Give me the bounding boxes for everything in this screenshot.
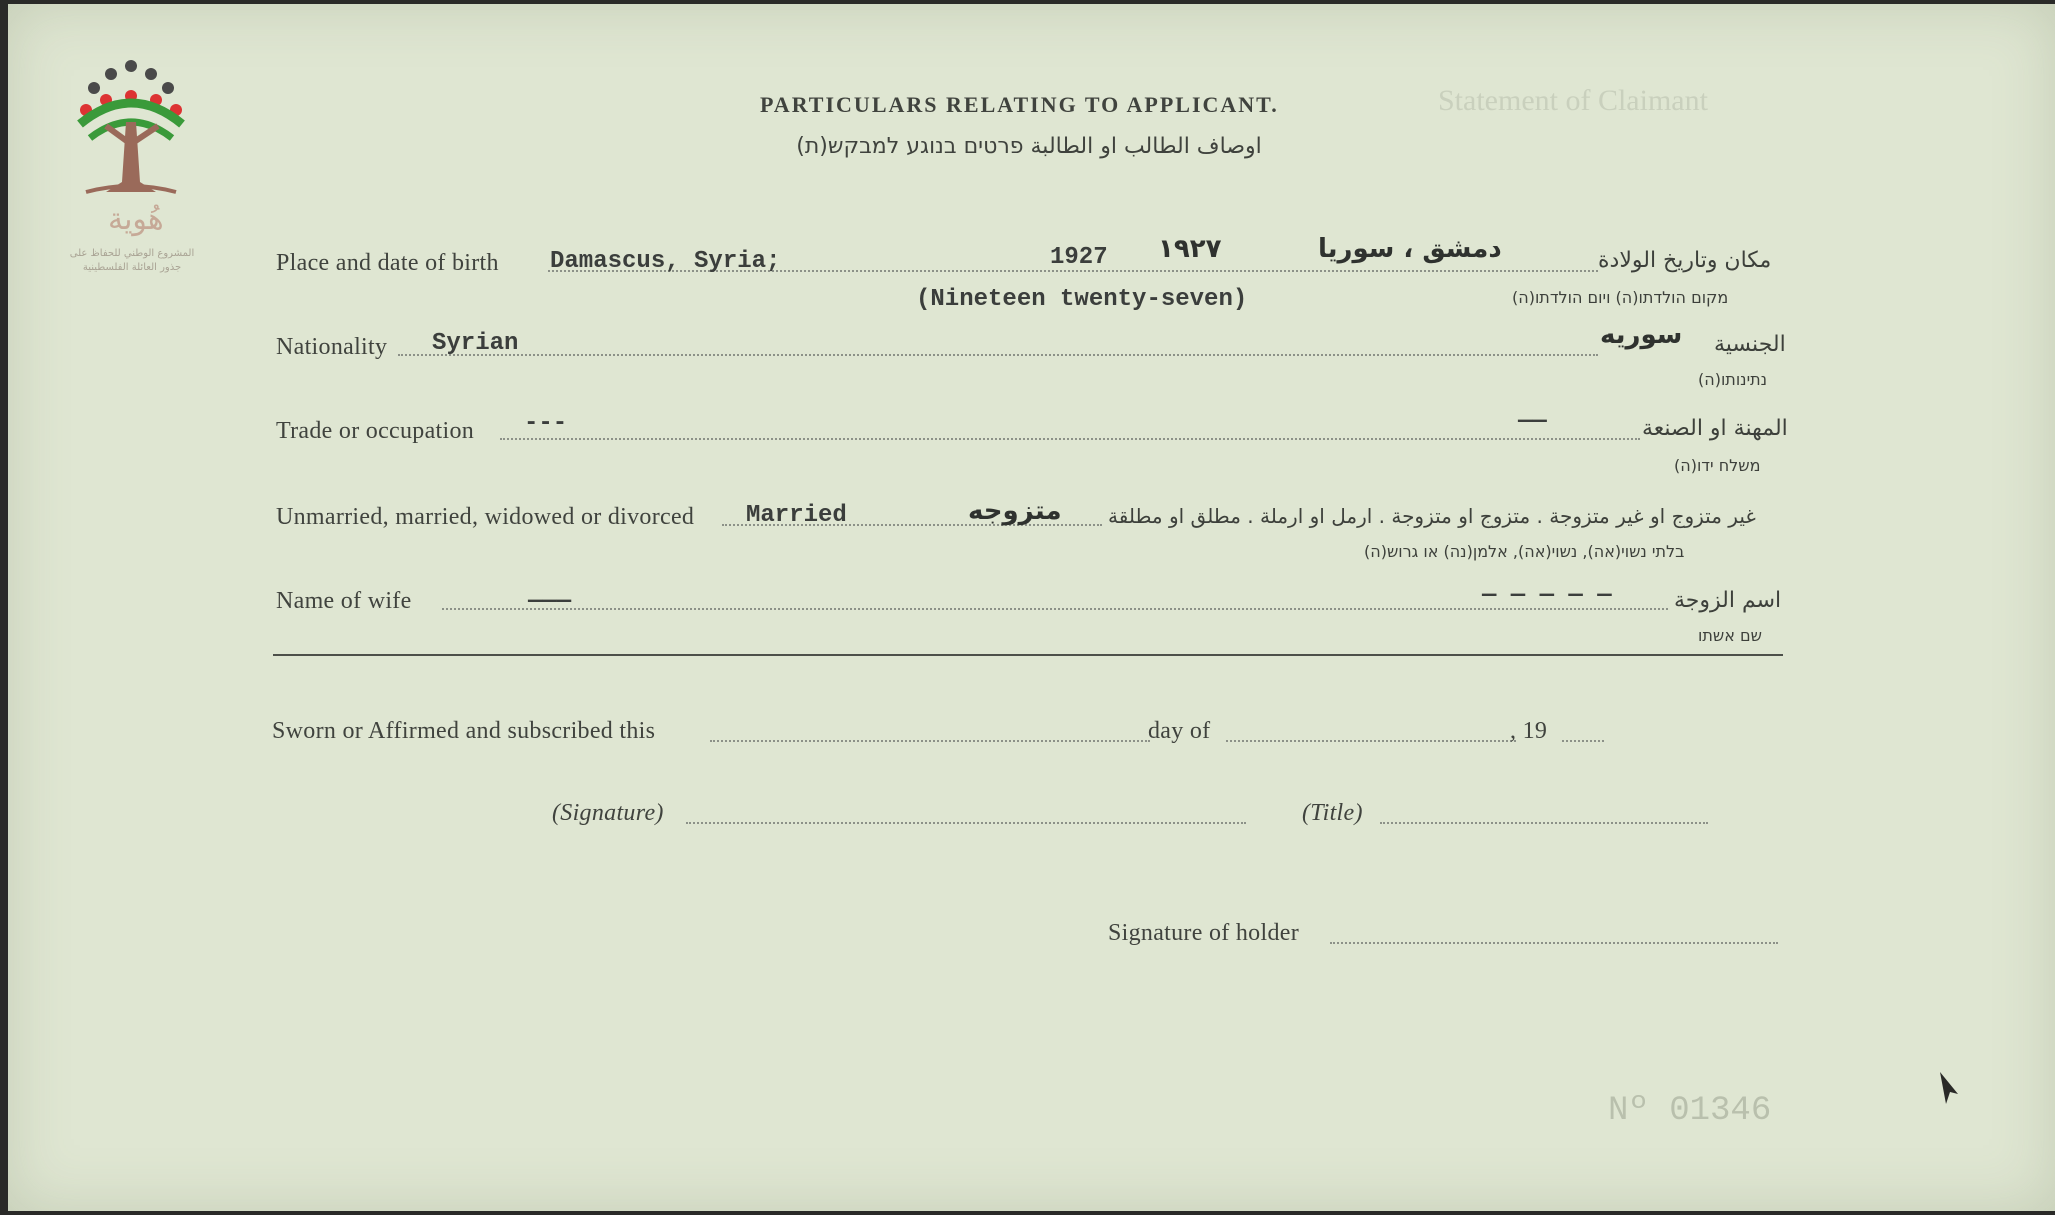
- birth-year-arabic: ١٩٢٧: [1158, 234, 1222, 264]
- serial-number: Nº 01346: [1608, 1092, 1772, 1130]
- nationality-label: Nationality: [276, 334, 388, 360]
- trade-label-arabic: المهنة او الصنعة: [1642, 416, 1788, 441]
- sworn-year-dotted-line: [1562, 740, 1604, 742]
- holder-signature-label: Signature of holder: [1108, 920, 1299, 946]
- logo-arabic-name: هُوية: [108, 202, 164, 237]
- holder-signature-dotted-line: [1330, 942, 1778, 944]
- family-tree-icon: [66, 52, 196, 202]
- sworn-day-dotted-line: [710, 740, 1150, 742]
- trade-value-right: ——: [1518, 408, 1547, 435]
- sworn-day-label: day of: [1148, 718, 1211, 744]
- title-dotted-line: [1380, 822, 1708, 824]
- marital-label-arabic: غير متزوج او غير متزوجة . متزوج او متزوجة . ارمل او ارملة . مطلق او مطلقة: [1108, 504, 1756, 528]
- marital-value-arabic: متزوجه: [968, 496, 1062, 526]
- sworn-year-prefix: , 19: [1510, 718, 1548, 744]
- wife-label-arabic: اسم الزوجة: [1674, 588, 1782, 613]
- sworn-month-dotted-line: [1226, 740, 1516, 742]
- title-label: (Title): [1302, 800, 1363, 826]
- birth-year-value: 1927: [1050, 244, 1108, 271]
- birth-label-hebrew: מקום הולדתו(ה) ויום הולדתו(ה): [1512, 288, 1729, 307]
- birth-label-arabic: مكان وتاريخ الولادة: [1598, 248, 1772, 273]
- document-title: PARTICULARS RELATING TO APPLICANT.: [760, 92, 1279, 117]
- birth-year-words: (Nineteen twenty-seven): [916, 286, 1248, 313]
- nationality-value: Syrian: [432, 330, 519, 357]
- sworn-text: Sworn or Affirmed and subscribed this: [272, 718, 656, 744]
- nationality-dotted-line: [398, 354, 1598, 356]
- wife-label-hebrew: שם אשתו: [1698, 626, 1762, 645]
- document-page: [8, 4, 2055, 1211]
- wife-value: ———: [528, 588, 572, 615]
- nationality-value-arabic: سوريه: [1600, 320, 1683, 350]
- nationality-label-arabic: الجنسية: [1714, 332, 1786, 357]
- trade-label: Trade or occupation: [276, 418, 475, 444]
- marital-label-hebrew: בלתי נשוי(אה), נשוי(אה), אלמן(נה) או גרוש(ה): [1364, 542, 1685, 561]
- ink-mark: [1938, 1070, 1962, 1106]
- marital-label: Unmarried, married, widowed or divorced: [276, 504, 695, 530]
- document-subtitle: اوصاف الطالب او الطالبة פרטים בנוגע למבקש(ת): [796, 134, 1262, 159]
- birth-place-arabic: دمشق ، سوريا: [1318, 234, 1502, 264]
- birth-place-value: Damascus, Syria;: [550, 248, 781, 275]
- bleed-through-text: Statement of Claimant: [1438, 84, 1708, 117]
- birth-label: Place and date of birth: [276, 250, 499, 276]
- wife-label: Name of wife: [276, 588, 412, 614]
- trade-label-hebrew: משלח ידו(ה): [1674, 456, 1761, 475]
- section-divider: [273, 654, 1783, 656]
- nationality-label-hebrew: נתינותו(ה): [1698, 370, 1768, 389]
- hawiya-logo: [66, 52, 206, 282]
- trade-value: ---: [524, 410, 568, 437]
- logo-caption-line1: المشروع الوطني للحفاظ على: [69, 248, 195, 259]
- trade-dotted-line: [500, 438, 1640, 440]
- signature-dotted-line: [686, 822, 1246, 824]
- marital-value: Married: [746, 502, 847, 529]
- signature-label: (Signature): [552, 800, 664, 826]
- logo-caption-line2: جذور العائلة الفلسطينية: [82, 262, 182, 273]
- wife-value-right: — — — — —: [1482, 582, 1612, 609]
